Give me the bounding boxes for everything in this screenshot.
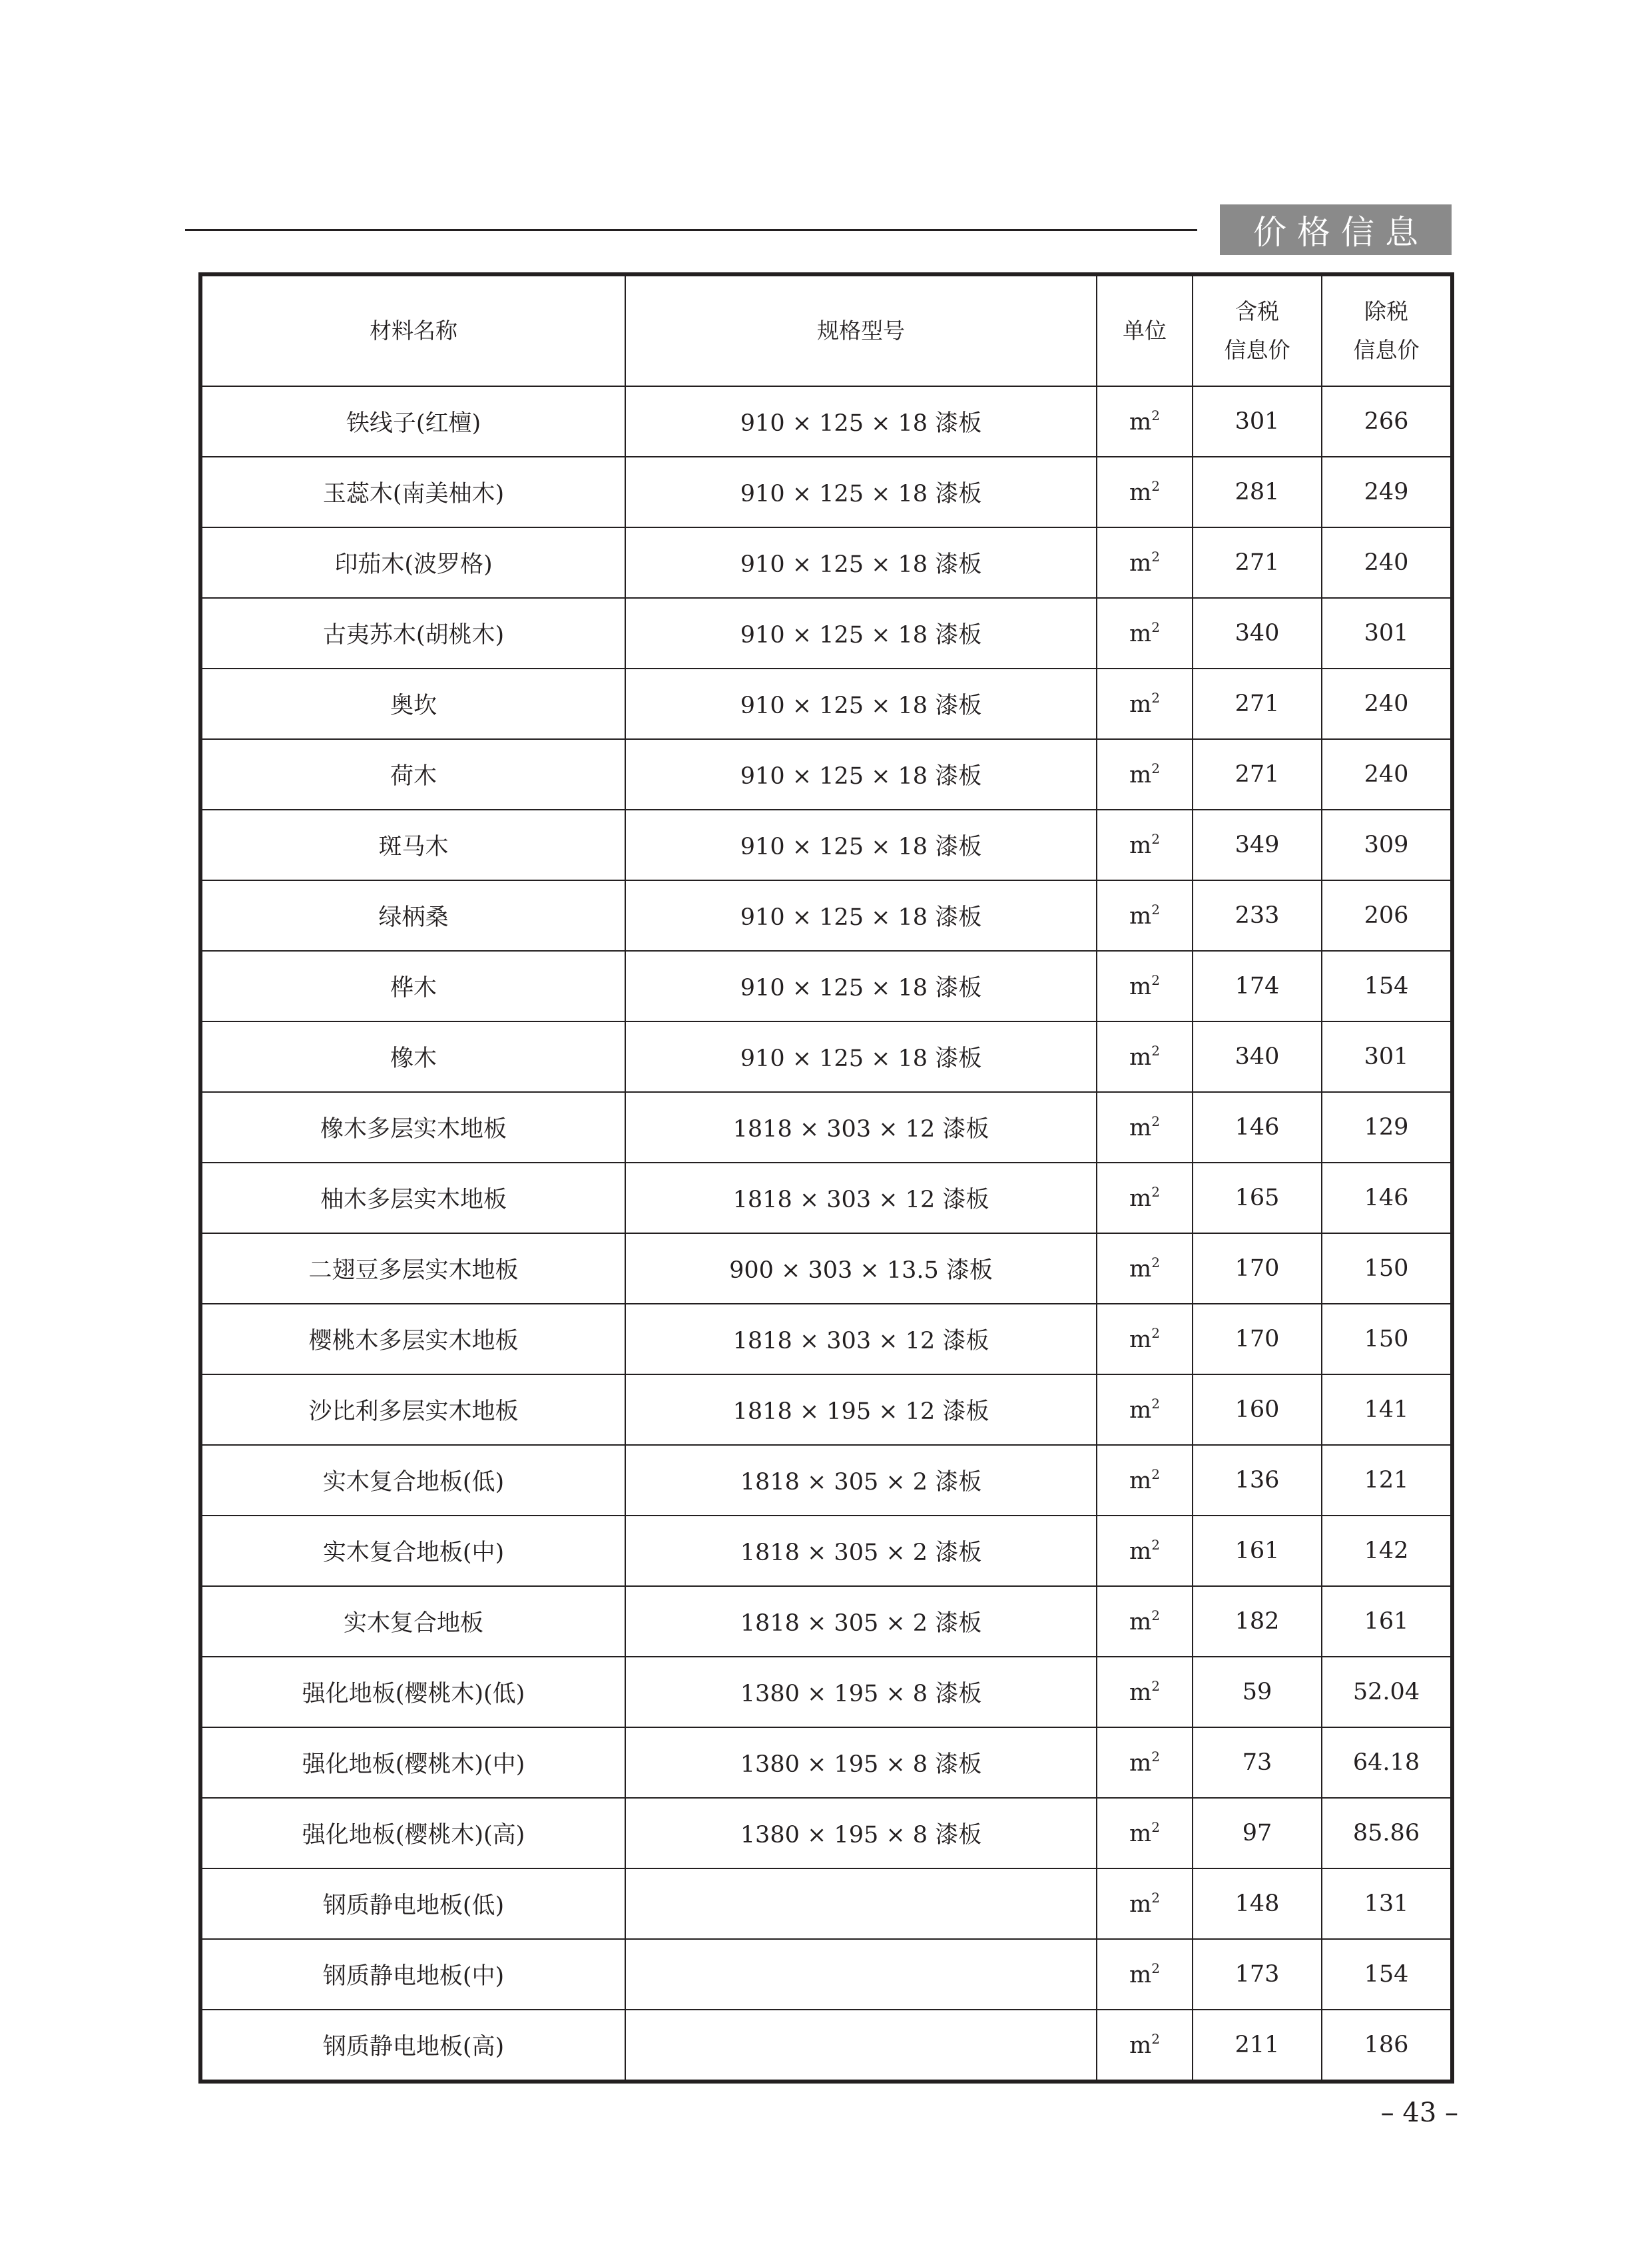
- tax-inclusive-price-cell: 148: [1193, 1868, 1322, 1939]
- tax-inclusive-price-cell: 136: [1193, 1445, 1322, 1516]
- unit-exponent: 2: [1151, 831, 1160, 847]
- spec-cell: 1818 × 303 × 12 漆板: [625, 1304, 1097, 1374]
- material-name-cell: 沙比利多层实木地板: [200, 1374, 625, 1445]
- table-row: [200, 1233, 1452, 1304]
- tax-inclusive-price-cell: 59: [1193, 1657, 1322, 1727]
- unit-base: m: [1129, 1326, 1152, 1353]
- spec-cell: 910 × 125 × 18 漆板: [625, 457, 1097, 527]
- tax-exclusive-price-cell: 240: [1322, 739, 1452, 810]
- unit-cell: [1097, 1163, 1193, 1233]
- material-name-cell: 强化地板(樱桃木)(中): [200, 1727, 625, 1798]
- table-row: [200, 880, 1452, 951]
- tax-inclusive-price-cell: 174: [1193, 951, 1322, 1021]
- table-row: [200, 1516, 1452, 1586]
- unit-exponent: 2: [1151, 972, 1160, 988]
- table-row: [200, 457, 1452, 527]
- unit-cell: [1097, 1092, 1193, 1163]
- header-tax-exclusive-price: 除税 信息价: [1322, 274, 1452, 386]
- header-tax-inclusive-price: 含税 信息价: [1193, 274, 1322, 386]
- unit-cell: [1097, 457, 1193, 527]
- unit-cell: [1097, 1939, 1193, 2010]
- tax-inclusive-price-cell: 340: [1193, 598, 1322, 669]
- tax-inclusive-price-cell: 271: [1193, 739, 1322, 810]
- spec-cell: [625, 1939, 1097, 2010]
- unit-exponent: 2: [1151, 1749, 1160, 1765]
- page-number: – 43 –: [1380, 2098, 1458, 2128]
- spec-cell: 1380 × 195 × 8 漆板: [625, 1657, 1097, 1727]
- spec-cell: [625, 2010, 1097, 2082]
- tax-exclusive-price-cell: 161: [1322, 1586, 1452, 1657]
- material-name-cell: 钢质静电地板(高): [200, 2010, 625, 2082]
- unit-cell: [1097, 739, 1193, 810]
- tax-inclusive-price-cell: 97: [1193, 1798, 1322, 1868]
- spec-cell: [625, 1868, 1097, 1939]
- material-name-cell: 强化地板(樱桃木)(低): [200, 1657, 625, 1727]
- unit-base: m: [1129, 621, 1152, 647]
- tax-exclusive-price-cell: 240: [1322, 669, 1452, 739]
- unit-exponent: 2: [1151, 619, 1160, 635]
- tax-exclusive-price-cell: 301: [1322, 1021, 1452, 1092]
- tax-exclusive-price-cell: 64.18: [1322, 1727, 1452, 1798]
- unit-cell: [1097, 527, 1193, 598]
- tax-exclusive-price-cell: 142: [1322, 1516, 1452, 1586]
- material-name-cell: 实木复合地板: [200, 1586, 625, 1657]
- tax-exclusive-price-cell: 206: [1322, 880, 1452, 951]
- tax-inclusive-price-cell: 170: [1193, 1233, 1322, 1304]
- unit-base: m: [1129, 1538, 1152, 1565]
- unit-base: m: [1129, 832, 1152, 859]
- unit-exponent: 2: [1151, 1043, 1160, 1059]
- unit-cell: [1097, 1233, 1193, 1304]
- unit-base: m: [1129, 479, 1152, 506]
- unit-exponent: 2: [1151, 1184, 1160, 1200]
- price-table: [198, 272, 1454, 2084]
- material-name-cell: 钢质静电地板(中): [200, 1939, 625, 2010]
- unit-exponent: 2: [1151, 408, 1160, 423]
- spec-cell: 1818 × 303 × 12 漆板: [625, 1163, 1097, 1233]
- unit-base: m: [1129, 1609, 1152, 1635]
- unit-exponent: 2: [1151, 1466, 1160, 1482]
- tax-inclusive-price-cell: 146: [1193, 1092, 1322, 1163]
- spec-cell: 910 × 125 × 18 漆板: [625, 1021, 1097, 1092]
- header-unit: 单位: [1097, 274, 1193, 386]
- spec-cell: 910 × 125 × 18 漆板: [625, 951, 1097, 1021]
- material-name-cell: 橡木多层实木地板: [200, 1092, 625, 1163]
- unit-base: m: [1129, 409, 1152, 435]
- unit-base: m: [1129, 1891, 1152, 1918]
- unit-cell: [1097, 1657, 1193, 1727]
- tax-exclusive-price-cell: 146: [1322, 1163, 1452, 1233]
- tax-inclusive-price-cell: 281: [1193, 457, 1322, 527]
- tax-exclusive-price-cell: 186: [1322, 2010, 1452, 2082]
- header-rule: [185, 229, 1197, 231]
- spec-cell: 1818 × 305 × 2 漆板: [625, 1586, 1097, 1657]
- tax-inclusive-price-cell: 211: [1193, 2010, 1322, 2082]
- unit-exponent: 2: [1151, 549, 1160, 565]
- spec-cell: 1380 × 195 × 8 漆板: [625, 1727, 1097, 1798]
- spec-cell: 910 × 125 × 18 漆板: [625, 880, 1097, 951]
- tax-exclusive-price-cell: 85.86: [1322, 1798, 1452, 1868]
- table-row: [200, 2010, 1452, 2082]
- tax-inclusive-price-cell: 160: [1193, 1374, 1322, 1445]
- tax-exclusive-price-cell: 121: [1322, 1445, 1452, 1516]
- unit-exponent: 2: [1151, 1678, 1160, 1694]
- unit-base: m: [1129, 1750, 1152, 1777]
- unit-base: m: [1129, 2032, 1152, 2059]
- table-row: [200, 527, 1452, 598]
- table-row: [200, 598, 1452, 669]
- unit-cell: [1097, 1445, 1193, 1516]
- unit-cell: [1097, 951, 1193, 1021]
- tax-exclusive-price-cell: 150: [1322, 1233, 1452, 1304]
- table-row: [200, 1445, 1452, 1516]
- unit-exponent: 2: [1151, 1960, 1160, 1976]
- tax-inclusive-price-cell: 173: [1193, 1939, 1322, 2010]
- unit-cell: [1097, 1374, 1193, 1445]
- table-row: [200, 386, 1452, 457]
- unit-cell: [1097, 598, 1193, 669]
- tax-inclusive-price-cell: 301: [1193, 386, 1322, 457]
- unit-exponent: 2: [1151, 760, 1160, 776]
- material-name-cell: 桦木: [200, 951, 625, 1021]
- material-name-cell: 绿柄桑: [200, 880, 625, 951]
- tax-exclusive-price-cell: 240: [1322, 527, 1452, 598]
- tax-exclusive-price-cell: 154: [1322, 951, 1452, 1021]
- table-header-row: [200, 274, 1452, 386]
- unit-base: m: [1129, 1256, 1152, 1282]
- table-row: [200, 1586, 1452, 1657]
- unit-cell: [1097, 1586, 1193, 1657]
- table-row: [200, 1727, 1452, 1798]
- tax-inclusive-price-cell: 182: [1193, 1586, 1322, 1657]
- table-row: [200, 1939, 1452, 2010]
- material-name-cell: 铁线子(红檀): [200, 386, 625, 457]
- unit-base: m: [1129, 1185, 1152, 1212]
- unit-base: m: [1129, 1397, 1152, 1424]
- table-row: [200, 739, 1452, 810]
- tax-inclusive-price-cell: 271: [1193, 669, 1322, 739]
- tax-exclusive-price-cell: 301: [1322, 598, 1452, 669]
- unit-exponent: 2: [1151, 1255, 1160, 1270]
- section-title: 价格信息: [1220, 204, 1452, 255]
- tax-exclusive-price-cell: 141: [1322, 1374, 1452, 1445]
- tax-exclusive-price-cell: 266: [1322, 386, 1452, 457]
- spec-cell: 910 × 125 × 18 漆板: [625, 810, 1097, 880]
- header-material-name: 材料名称: [200, 274, 625, 386]
- unit-cell: [1097, 880, 1193, 951]
- material-name-cell: 荷木: [200, 739, 625, 810]
- table-row: [200, 1021, 1452, 1092]
- table-row: [200, 1304, 1452, 1374]
- material-name-cell: 奥坎: [200, 669, 625, 739]
- table-row: [200, 1092, 1452, 1163]
- material-name-cell: 橡木: [200, 1021, 625, 1092]
- unit-exponent: 2: [1151, 690, 1160, 706]
- material-name-cell: 二翅豆多层实木地板: [200, 1233, 625, 1304]
- unit-exponent: 2: [1151, 2031, 1160, 2047]
- unit-exponent: 2: [1151, 478, 1160, 494]
- tax-exclusive-price-cell: 154: [1322, 1939, 1452, 2010]
- table-body: [200, 386, 1452, 2082]
- spec-cell: 910 × 125 × 18 漆板: [625, 386, 1097, 457]
- unit-exponent: 2: [1151, 1819, 1160, 1835]
- table-row: [200, 1374, 1452, 1445]
- spec-cell: 900 × 303 × 13.5 漆板: [625, 1233, 1097, 1304]
- unit-exponent: 2: [1151, 902, 1160, 918]
- unit-base: m: [1129, 691, 1152, 718]
- material-name-cell: 实木复合地板(中): [200, 1516, 625, 1586]
- tax-exclusive-price-cell: 129: [1322, 1092, 1452, 1163]
- tax-inclusive-price-cell: 271: [1193, 527, 1322, 598]
- unit-base: m: [1129, 1044, 1152, 1071]
- unit-exponent: 2: [1151, 1113, 1160, 1129]
- unit-cell: [1097, 1021, 1193, 1092]
- unit-base: m: [1129, 550, 1152, 577]
- tax-exclusive-price-cell: 52.04: [1322, 1657, 1452, 1727]
- unit-base: m: [1129, 903, 1152, 930]
- table-row: [200, 1163, 1452, 1233]
- unit-base: m: [1129, 1115, 1152, 1141]
- tax-exclusive-price-cell: 150: [1322, 1304, 1452, 1374]
- unit-base: m: [1129, 1679, 1152, 1706]
- unit-cell: [1097, 810, 1193, 880]
- unit-cell: [1097, 1304, 1193, 1374]
- table-row: [200, 1657, 1452, 1727]
- material-name-cell: 古夷苏木(胡桃木): [200, 598, 625, 669]
- unit-base: m: [1129, 1468, 1152, 1494]
- table-row: [200, 1868, 1452, 1939]
- spec-cell: 1818 × 305 × 2 漆板: [625, 1516, 1097, 1586]
- table-row: [200, 669, 1452, 739]
- material-name-cell: 玉蕊木(南美柚木): [200, 457, 625, 527]
- tax-inclusive-price-cell: 161: [1193, 1516, 1322, 1586]
- unit-cell: [1097, 669, 1193, 739]
- unit-cell: [1097, 1868, 1193, 1939]
- unit-exponent: 2: [1151, 1890, 1160, 1906]
- tax-exclusive-price-cell: 309: [1322, 810, 1452, 880]
- unit-cell: [1097, 2010, 1193, 2082]
- spec-cell: 1818 × 303 × 12 漆板: [625, 1092, 1097, 1163]
- unit-cell: [1097, 1798, 1193, 1868]
- unit-exponent: 2: [1151, 1396, 1160, 1412]
- spec-cell: 910 × 125 × 18 漆板: [625, 527, 1097, 598]
- unit-base: m: [1129, 762, 1152, 788]
- unit-base: m: [1129, 974, 1152, 1000]
- spec-cell: 1380 × 195 × 8 漆板: [625, 1798, 1097, 1868]
- unit-cell: [1097, 386, 1193, 457]
- unit-cell: [1097, 1516, 1193, 1586]
- unit-cell: [1097, 1727, 1193, 1798]
- tax-inclusive-price-cell: 165: [1193, 1163, 1322, 1233]
- tax-inclusive-price-cell: 73: [1193, 1727, 1322, 1798]
- spec-cell: 910 × 125 × 18 漆板: [625, 598, 1097, 669]
- material-name-cell: 斑马木: [200, 810, 625, 880]
- spec-cell: 910 × 125 × 18 漆板: [625, 739, 1097, 810]
- tax-exclusive-price-cell: 131: [1322, 1868, 1452, 1939]
- tax-exclusive-price-cell: 249: [1322, 457, 1452, 527]
- tax-inclusive-price-cell: 349: [1193, 810, 1322, 880]
- tax-inclusive-price-cell: 340: [1193, 1021, 1322, 1092]
- table-row: [200, 951, 1452, 1021]
- spec-cell: 910 × 125 × 18 漆板: [625, 669, 1097, 739]
- material-name-cell: 柚木多层实木地板: [200, 1163, 625, 1233]
- spec-cell: 1818 × 195 × 12 漆板: [625, 1374, 1097, 1445]
- unit-exponent: 2: [1151, 1537, 1160, 1553]
- unit-exponent: 2: [1151, 1607, 1160, 1623]
- material-name-cell: 樱桃木多层实木地板: [200, 1304, 625, 1374]
- unit-exponent: 2: [1151, 1325, 1160, 1341]
- unit-base: m: [1129, 1821, 1152, 1847]
- unit-base: m: [1129, 1962, 1152, 1988]
- tax-inclusive-price-cell: 170: [1193, 1304, 1322, 1374]
- material-name-cell: 强化地板(樱桃木)(高): [200, 1798, 625, 1868]
- tax-inclusive-price-cell: 233: [1193, 880, 1322, 951]
- material-name-cell: 印茄木(波罗格): [200, 527, 625, 598]
- table-row: [200, 1798, 1452, 1868]
- spec-cell: 1818 × 305 × 2 漆板: [625, 1445, 1097, 1516]
- table-row: [200, 810, 1452, 880]
- material-name-cell: 钢质静电地板(低): [200, 1868, 625, 1939]
- material-name-cell: 实木复合地板(低): [200, 1445, 625, 1516]
- header-spec: 规格型号: [625, 274, 1097, 386]
